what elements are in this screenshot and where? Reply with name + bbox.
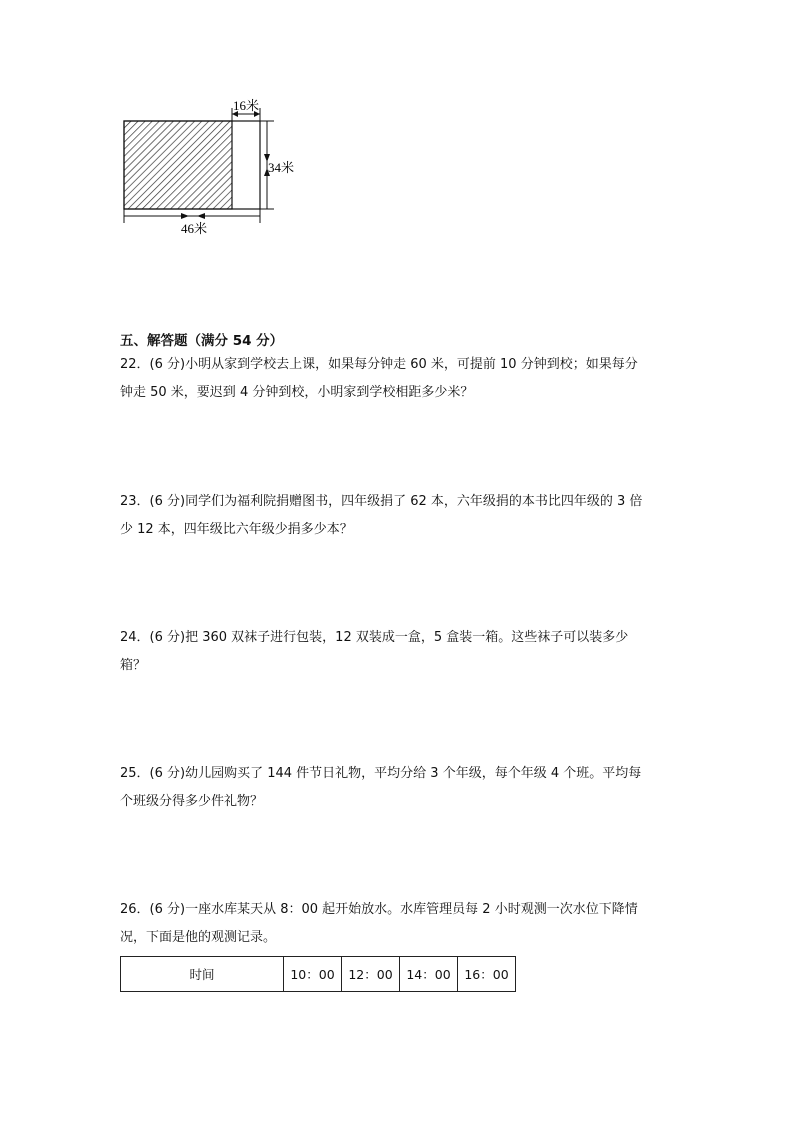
question-24 xyxy=(120,624,680,680)
table-cell: 12：00 xyxy=(342,957,400,992)
table-cell: 16：00 xyxy=(458,957,516,992)
question-line: 26．(6 分)一座水库某天从 8：00 起开始放水。水库管理员每 2 小时观测一次水位下降情 xyxy=(120,902,638,917)
observation-table xyxy=(120,956,516,992)
question-line: 24．(6 分)把 360 双袜子进行包装，12 双装成一盒，5 盒装一箱。这些袜子可以装多少 xyxy=(120,630,629,645)
question-line: 23．(6 分)同学们为福利院捐赠图书，四年级捐了 62 本，六年级捐的本书比四年级的 3 倍 xyxy=(120,494,643,509)
table-cell: 10：00 xyxy=(284,957,342,992)
label-46m: 46米 xyxy=(180,221,208,236)
question-25 xyxy=(120,760,680,816)
label-34m: 34米 xyxy=(268,160,295,175)
question-line: 少 12 本，四年级比六年级少捐多少本？ xyxy=(120,522,353,537)
question-26 xyxy=(120,896,680,952)
arrow-left-icon xyxy=(197,213,205,219)
question-line: 22．(6 分)小明从家到学校去上课，如果每分钟走 60 米，可提前 10 分钟到校；如果每分 xyxy=(120,357,638,372)
question-line: 25．(6 分)幼儿园购买了 144 件节日礼物，平均分给 3 个年级，每个年级 4 个班。平均每 xyxy=(120,766,642,781)
table-header-cell: 时间 xyxy=(121,957,284,992)
table-cell: 14：00 xyxy=(400,957,458,992)
question-line: 个班级分得多少件礼物？ xyxy=(120,794,264,809)
rectangle-figure xyxy=(100,88,320,238)
question-line: 箱？ xyxy=(120,658,147,673)
figure-svg xyxy=(100,88,320,238)
label-16m: 16米 xyxy=(232,98,260,113)
section-title: 五、解答题（满分 54 分） xyxy=(120,333,284,349)
question-22 xyxy=(120,351,680,407)
arrow-right-icon xyxy=(181,213,189,219)
shaded-region xyxy=(124,121,232,209)
question-line: 况，下面是他的观测记录。 xyxy=(120,930,277,945)
table-row xyxy=(121,957,516,992)
question-23 xyxy=(120,488,680,544)
question-line: 钟走 50 米，要迟到 4 分钟到校，小明家到学校相距多少米？ xyxy=(120,385,474,400)
